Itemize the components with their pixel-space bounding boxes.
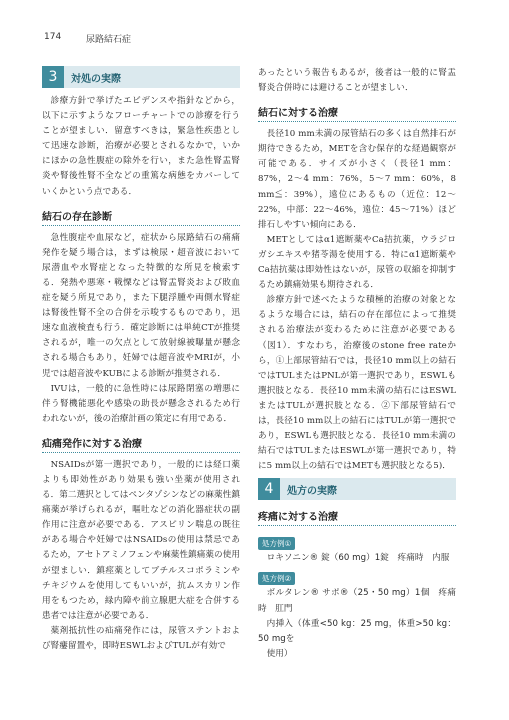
prescription-example-2-badge: 処方例② — [258, 572, 295, 585]
pain-treatment-heading: 疝痛発作に対する治療 — [42, 435, 240, 453]
stone-paragraph-2: METとしてはα1遮断薬やCa拮抗薬，ウラジロガシエキスや猪苓湯を使用する．特にα1遮断薬やCa拮抗薬は即効性はないが，尿管の収縮を抑制するため鎮痛効果も期待される． — [258, 234, 456, 291]
prescription-example-2-line-3: 使用） — [266, 648, 293, 659]
rx-pain-heading: 疼痛に対する治療 — [258, 508, 456, 526]
section-4-title: 処方の実際 — [280, 478, 456, 500]
intro-paragraph: 診療方針で挙げたエビデンスや指針などから，以下に示すようなフローチャートでの診療を行うことが望ましい．留意すべきは，緊急性疾患として迅速な診断，治療が必要とされるなかで，いかにほかの急性腹症の除外を行い，また急性腎盂腎炎や腎後性腎不全などの重篤な病態をカバーしていくかという点である． — [42, 96, 240, 197]
left-column — [42, 66, 240, 654]
section-3-number: 3 — [42, 66, 64, 88]
diagnosis-heading: 結石の存在診断 — [42, 208, 240, 226]
pain-paragraph-2: 薬剤抵抗性の疝痛発作には，尿管ステントおよび腎瘻留置や，即時ESWLおよびTULが有効で — [42, 625, 240, 651]
prescription-example-1-badge: 処方例① — [258, 537, 295, 550]
prescription-example-2-line-2: 内挿入（体重<50 kg：25 mg，体重>50 kg：50 mgを — [258, 618, 456, 644]
pain-paragraph-1: NSAIDsが第一選択であり，一般的には経口薬よりも即効性があり効果も強い坐薬が使用される．第二選択としてはペンタゾシンなどの麻薬性鎮痛薬が挙げられるが，嘔吐などの消化器症状の副作用に注意が必要である．アスピリン喘息の既往がある場合や妊婦ではNSAIDsの使用は禁忌であるため，アセトアミノフェンや麻薬性鎮痛薬の使用が望ましい．鎮痙薬としてブチルスコポラミンやチキジウムを使用してもいいが，抗ムスカリン作用をもつため，緑内障や前立腺肥大症を合併する患者では注意が必要である． — [42, 459, 240, 621]
stone-paragraph-1: 長径10 mm未満の尿管結石の多くは自然排石が期待できるため，METを含む保存的な経過観察が可能である．サイズが小さく（長径1 mm：87%，2～4 mm：76%，5～7 mm：60%，8 mm≦：39%），遠位にあるもの（近位：12～22%，中部：22～46%，遠位：45～71%）ほど排石しやすい傾向にある． — [258, 129, 456, 230]
continued-paragraph: あったという報告もあるが，後者は一般的に腎盂腎炎合併時には避けることが望ましい． — [258, 68, 456, 94]
stone-paragraph-3: 診療方針で述べたような積極的治療の対象となるような場合には，結石の存在部位によって推奨される治療法が変わるために注意が必要である（図1）．すなわち，治療後のstone free rateから，①上部尿管結石では，長径10 mm以上の結石ではTULまたはPNLが第一選択であり，ESWLも選択肢となる．長径10 mm未満の結石にはESWLまたはTULが選択肢となる．②下部尿管結石では，長径10 mm以上の結石にはTULが第一選択であり，ESWLも選択肢となる．長径10 mm未満の結石ではTULまたはESWLが第一選択であり，特に5 mm以上の結石ではMETも選択肢となる5)． — [258, 295, 456, 472]
diagnosis-paragraph-1: 急性腹症や血尿など，症状から尿路結石の痛痛発作を疑う場合は，まずは検尿・超音波において尿潜血や水腎症となった特徴的な所見を検索する．発熱や悪寒・戦慄などは腎盂腎炎および敗血症を疑う所見であり，また下腿浮腫や両側水腎症は腎後性腎不全の合併を示唆するものであり，迅速な血液検査も行う．確定診断には単純CTが推奨されるが，唯一の欠点として放射線被曝量が懸念される場合もあり，妊婦では超音波やMRIが，小児では超音波やKUBによる診断が推奨される． — [42, 232, 240, 379]
prescription-example-1-text: ロキソニン® 錠（60 mg）1錠 疼痛時 内服 — [266, 553, 450, 564]
section-3-heading — [42, 66, 240, 88]
page-number: 174 — [44, 32, 62, 42]
chapter-title: 尿路結石症 — [86, 35, 132, 45]
section-3-title: 対処の実際 — [64, 66, 240, 88]
stone-treatment-heading: 結石に対する治療 — [258, 104, 456, 122]
diagnosis-paragraph-2: IVUは，一般的に急性時には尿路閉塞の増悪に伴う腎機能悪化や感染の助長が懸念されるため行われないが，後の治療計画の策定に有用である． — [42, 383, 240, 424]
section-4-heading — [258, 478, 456, 500]
prescription-example-2-line-1: ボルタレン® サポ®（25・50 mg）1個 疼痛時 肛門 — [258, 588, 456, 614]
section-4-number: 4 — [258, 478, 280, 500]
right-column — [258, 66, 456, 662]
